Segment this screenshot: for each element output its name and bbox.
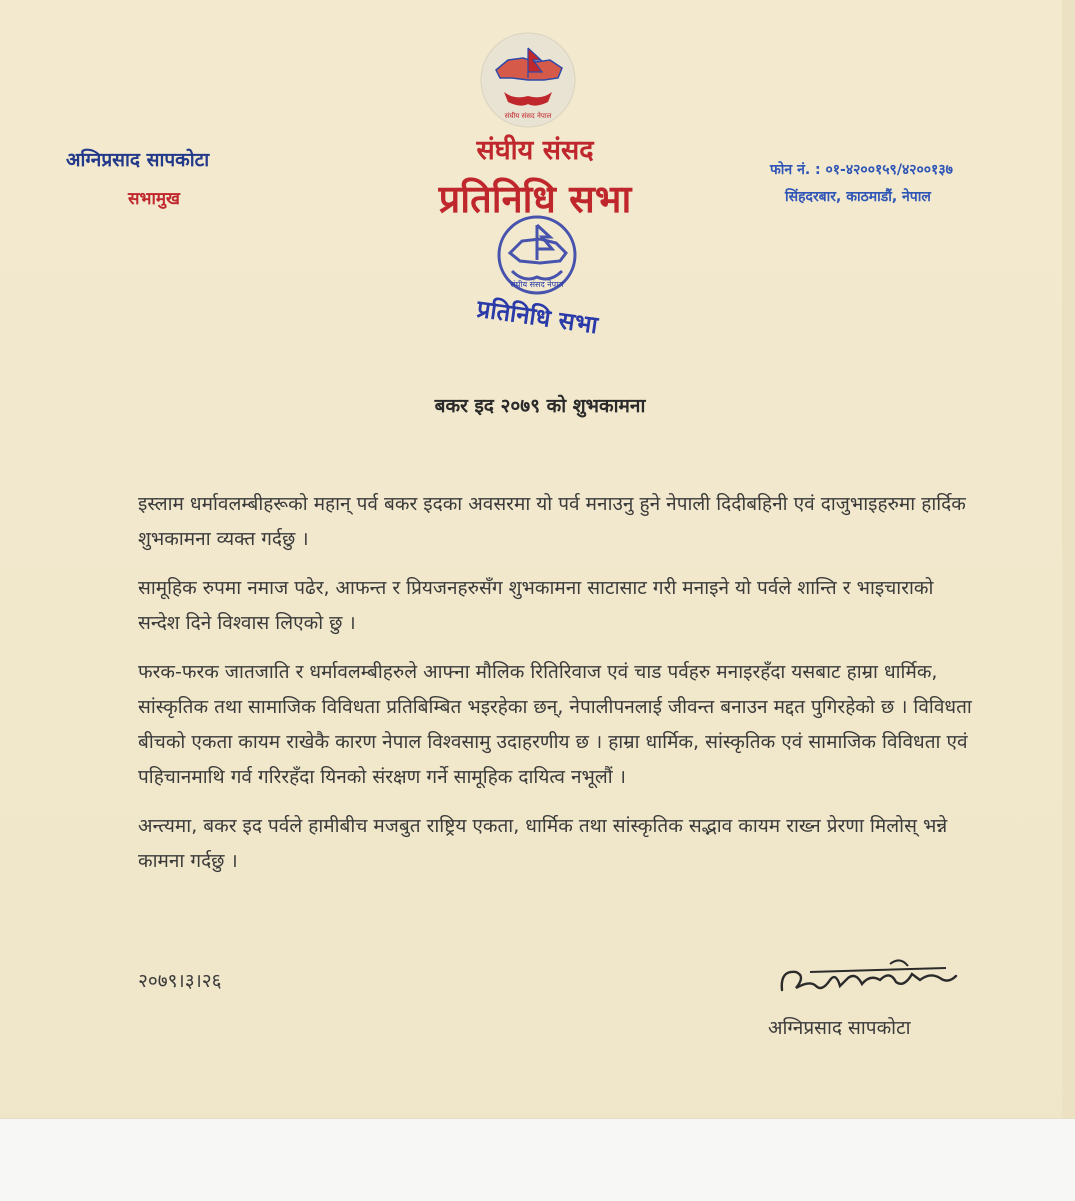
speaker-name: अग्निप्रसाद सापकोटा [66, 149, 210, 171]
speaker-title: सभामुख [128, 189, 180, 209]
letter-subject: बकर इद २०७९ को शुभकामना [434, 395, 646, 417]
signer-name: अग्निप्रसाद सापकोटा [768, 1017, 911, 1039]
handwritten-signature [770, 950, 970, 1010]
scan-margin-bottom [0, 1118, 1075, 1201]
letter-body [138, 487, 978, 893]
paper-edge-right [1062, 0, 1075, 1120]
house-of-representatives-heading: प्रतिनिधि सभा [438, 177, 632, 221]
stamp-ring-text: संघीय संसद नेपाल [510, 280, 564, 289]
federal-parliament-heading: संघीय संसद [476, 135, 594, 166]
office-address: सिंहदरबार, काठमाडौं, नेपाल [785, 189, 931, 205]
parliament-emblem-seal [478, 30, 578, 130]
letter-date: २०७९।३।२६ [138, 970, 222, 992]
house-of-representatives-stamp [462, 205, 612, 355]
seal-ring-text: संघीय संसद नेपाल [504, 112, 552, 120]
stamp-text: प्रतिनिधि सभा [475, 294, 600, 340]
body-paragraph: अन्त्यमा, बकर इद पर्वले हामीबीच मजबुत राष्ट्रिय एकता, धार्मिक तथा सांस्कृतिक सद्भाव कायम राख्न प्रेरणा मिलोस् भन्ने कामना गर्दछु । [138, 815, 948, 872]
body-paragraph: फरक-फरक जातजाति र धर्मावलम्बीहरुले आफ्ना मौलिक रितिरिवाज एवं चाड पर्वहरु मनाइरहँदा यसबाट हाम्रा धार्मिक, सांस्कृतिक तथा सामाजिक विविधता प्रतिबिम्बित भइरहेका छन्, नेपालीपनलाई जीवन्त बनाउन मद्दत पुगिरहेको छ । विविधता बीचको एकता कायम राखेकै कारण नेपाल विश्वसामु उदाहरणीय छ । हाम्रा धार्मिक, सांस्कृतिक एवं सामाजिक विविधता एवं पहिचानमाथि गर्व गरिरहँदा यिनको संरक्षण गर्ने सामूहिक दायित्व नभूलौं । [138, 661, 972, 788]
body-paragraph: इस्लाम धर्मावलम्बीहरूको महान् पर्व बकर इदका अवसरमा यो पर्व मनाउनु हुने नेपाली दिदीबहिनी एवं दाजुभाइहरुमा हार्दिक शुभकामना व्यक्त गर्दछु । [138, 493, 966, 550]
body-paragraph: सामूहिक रुपमा नमाज पढेर, आफन्त र प्रियजनहरुसँग शुभकामना साटासाट गरी मनाइने यो पर्वले शान्ति र भाइचाराको सन्देश दिने विश्वास लिएको छु । [138, 577, 934, 634]
phone-number: फोन नं. : ०१-४२००१५९/४२००१३७ [770, 162, 953, 178]
